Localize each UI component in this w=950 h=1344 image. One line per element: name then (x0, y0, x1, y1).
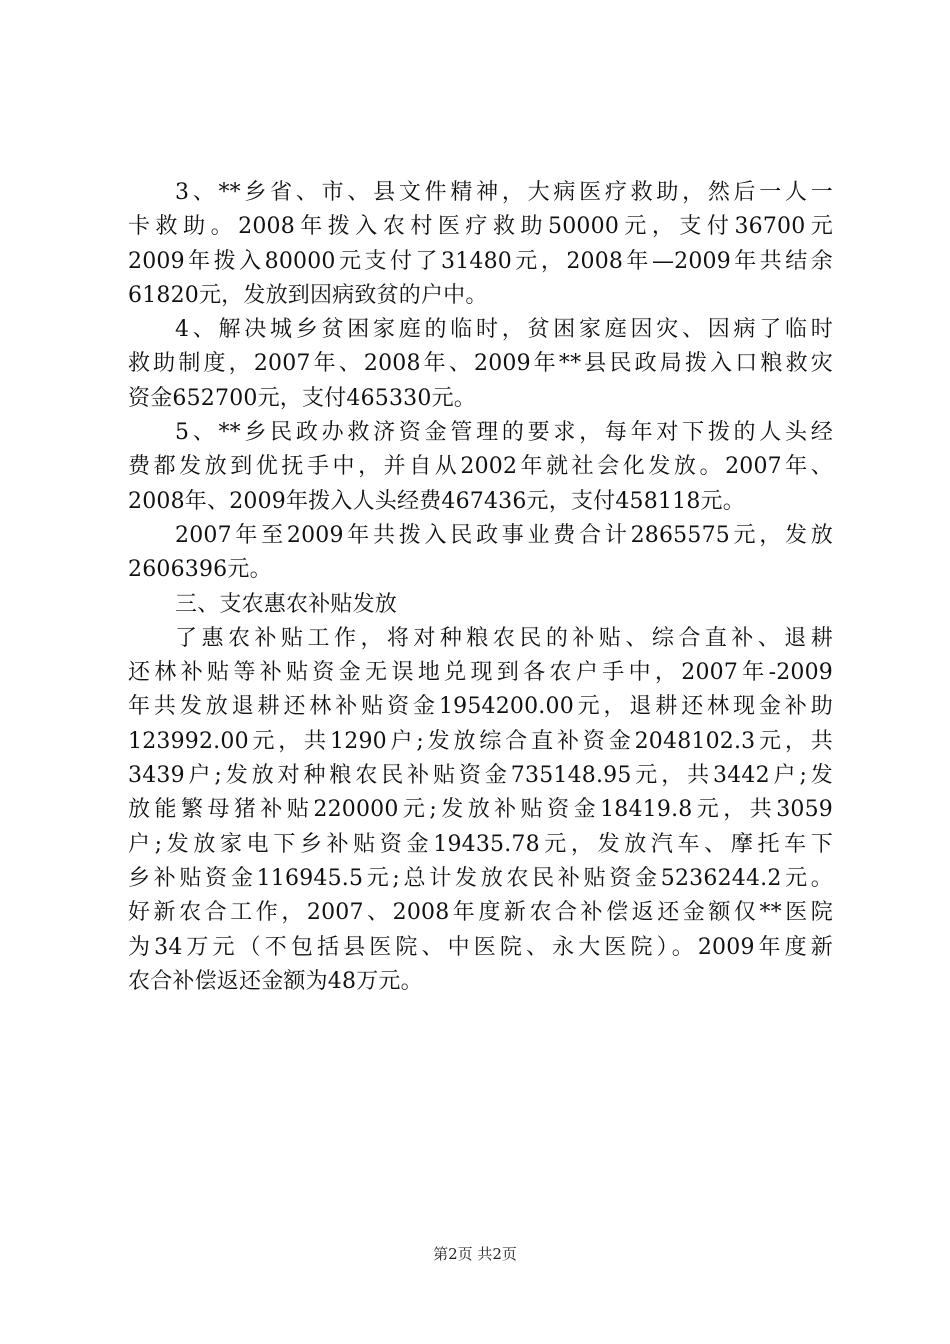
text-line: 123992.00元，共1290户;发放综合直补资金2048102.3元，共 (128, 728, 833, 754)
text-line: 2007年至2009年共拨入民政事业费合计2865575元，发放 (175, 522, 833, 548)
text-line: 三、支农惠农补贴发放 (175, 591, 398, 617)
text-line: 61820元，发放到因病致贫的户中。 (128, 282, 488, 308)
text-line: 3、**乡省、市、县文件精神，大病医疗救助，然后一人一 (175, 180, 833, 205)
text-line: 3439户;发放对种粮农民补贴资金735148.95元，共3442户;发 (128, 763, 833, 789)
text-line: 救助制度，2007年、2008年、2009年**县民政局拨入口粮救灾 (128, 351, 833, 377)
text-line: 好新农合工作，2007、2008年度新农合补偿返还金额仅**医院 (128, 900, 833, 926)
text-line: 卡救助。2008年拨入农村医疗救助50000元，支付36700元 (128, 214, 833, 240)
text-line: 了惠农补贴工作，将对种粮农民的补贴、综合直补、退耕 (175, 625, 833, 651)
document-body (128, 176, 833, 999)
text-line: 为34万元（不包括县医院、中医院、永大医院）。2009年度新 (128, 934, 833, 960)
text-line: 费都发放到优抚手中，并自从2002年就社会化发放。2007年、 (128, 454, 833, 480)
text-line: 户;发放家电下乡补贴资金19435.78元，发放汽车、摩托车下 (128, 831, 833, 857)
text-line: 年共发放退耕还林补贴资金1954200.00元，退耕还林现金补助 (128, 694, 833, 720)
text-line: 2009年拨入80000元支付了31480元，2008年—2009年共结余 (128, 248, 833, 274)
text-line: 2606396元。 (128, 557, 272, 583)
text-line: 5、**乡民政办救济资金管理的要求，每年对下拨的人头经 (175, 420, 833, 446)
text-line: 乡补贴资金116945.5元;总计发放农民补贴资金5236244.2元。 (128, 865, 833, 891)
text-line: 放能繁母猪补贴220000元;发放补贴资金18419.8元，共3059 (128, 797, 833, 823)
page-footer: 第2页 共2页 (433, 1245, 517, 1263)
text-line: 4、解决城乡贫困家庭的临时，贫困家庭因灾、因病了临时 (175, 317, 833, 343)
text-line: 资金652700元，支付465330元。 (128, 385, 476, 411)
text-line: 2008年、2009年拨入人头经费467436元，支付458118元。 (128, 488, 745, 514)
text-line: 还林补贴等补贴资金无误地兑现到各农户手中，2007年-2009 (128, 660, 833, 686)
text-line: 农合补偿返还金额为48万元。 (128, 968, 423, 994)
